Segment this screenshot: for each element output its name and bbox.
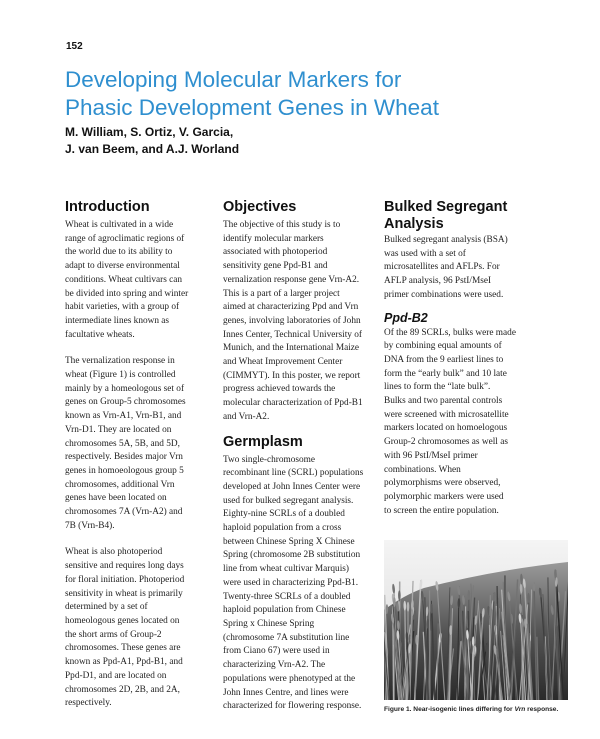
text-line: chromosomes, additional Vrn [65, 479, 175, 490]
text-line: from Ciano 67) were used in [223, 646, 330, 657]
text-line: polymorphisms were observed, [384, 478, 501, 489]
text-line: characterizing Vrn-A2. The [223, 660, 326, 671]
text-line: genes have been located on [65, 493, 167, 504]
text-line: known as Ppd-A1, Ppd-B1, and [65, 657, 183, 668]
text-line: Two single-chromosome [223, 454, 316, 465]
germplasm-paragraph [223, 454, 375, 714]
text-line: Vrn-D1. They are located on [65, 424, 172, 435]
text-line: wheat (Figure 1) is controlled [65, 370, 176, 381]
text-line: known as Vrn-A1, Vrn-B1, and [65, 411, 182, 422]
text-line: Bulked segregant analysis (BSA) [384, 235, 508, 245]
text-line: and Wheat Improvement Center [223, 357, 343, 368]
text-line: primer combinations were used. [384, 289, 504, 300]
text-line: to screen the entire population. [384, 505, 499, 516]
text-line: genes on Group-5 chromosomes [65, 397, 186, 408]
text-line: DNA from the 9 earliest lines to [384, 354, 504, 365]
bsa-heading-line-1: Bulked Segregant [384, 199, 508, 215]
text-line: intermediate lines known as [65, 315, 170, 326]
text-line: The objective of this study is to [223, 220, 341, 230]
text-line: by combining equal amounts of [384, 341, 502, 352]
author-list [65, 124, 465, 158]
text-line: with 96 PstI/MseI primer [384, 450, 478, 461]
text-line: used for bulked segregant analysis. [223, 495, 354, 506]
text-line: AFLP analysis, 96 PstI/MseI [384, 276, 492, 287]
authors-line-1: M. William, S. Ortiz, V. Garcia, [65, 125, 234, 139]
authors-line-2: J. van Beem, and A.J. Worland [65, 142, 240, 156]
introduction-heading: Introduction [65, 199, 150, 215]
text-line: for floral initiation. Photoperiod [65, 574, 185, 585]
text-line: be divided into spring and winter [65, 288, 189, 299]
wheat-field-photo [384, 540, 568, 700]
text-line: Of the 89 SCRLs, bulks were made [384, 327, 516, 338]
text-line: sensitivity in wheat is primarily [65, 588, 183, 599]
text-line: Wheat is also photoperiod [65, 547, 163, 558]
bsa-paragraph [384, 234, 536, 303]
text-line: respectively. [65, 698, 112, 709]
text-line: chromosomes 7A (Vrn-A2) and [65, 507, 183, 518]
text-line: molecular characterization of Ppd-B1 [223, 398, 363, 409]
text-line: Wheat is cultivated in a wide [65, 220, 174, 230]
text-line: were used in characterizing Ppd-B1. [223, 577, 359, 588]
text-line: (chromosome 7A substitution line [223, 632, 350, 643]
text-line: aimed at characterizing Ppd and Vrn [223, 302, 359, 313]
page-number: 152 [66, 41, 83, 52]
text-line: (CIMMYT). In this poster, we report [223, 370, 361, 381]
text-line: characterized for flowering response. [223, 701, 362, 712]
text-line: developed at John Innes Center were [223, 481, 361, 492]
intro-paragraph-2 [65, 355, 215, 533]
bsa-heading [384, 199, 536, 233]
text-line: combinations. When [384, 464, 461, 475]
text-line: the short arms of Group-2 [65, 629, 162, 640]
text-line: were screened with microsatellite [384, 409, 509, 420]
text-line: form the “early bulk” and 10 late [384, 368, 507, 379]
title-line-2: Phasic Development Genes in Wheat [65, 95, 439, 120]
text-line: populations were phenotyped at the [223, 673, 356, 684]
wheat-field-image [384, 540, 568, 700]
text-line: homeologous genes located on [65, 615, 180, 626]
text-line: range of agroclimatic regions of [65, 233, 185, 244]
text-line: conditions. Wheat cultivars can [65, 274, 183, 285]
objectives-paragraph [223, 219, 375, 425]
text-line: determined by a set of [65, 602, 148, 613]
text-line: Innes Center, Technical University of [223, 329, 362, 340]
text-line: mainly by a homeologous set of [65, 383, 185, 394]
objectives-heading: Objectives [223, 199, 297, 215]
text-line: Munich, and the International Maize [223, 343, 360, 354]
text-line: vernalization response gene Vrn-A2. [223, 274, 360, 285]
text-line: chromosomes 5A, 5B, and 5D, [65, 438, 180, 449]
text-line: Bulks and two parental controls [384, 396, 503, 407]
intro-paragraph-3 [65, 546, 215, 710]
text-line: respectively. Besides major Vrn [65, 452, 183, 463]
ppd-b2-paragraph [384, 327, 536, 519]
germplasm-heading: Germplasm [223, 433, 303, 450]
text-line: identify molecular markers [223, 233, 324, 244]
text-line: haploid population from Chinese [223, 605, 346, 616]
text-line: lines to form the “late bulk”. [384, 382, 491, 393]
text-line: microsatellites and AFLPs. For [384, 262, 500, 273]
bsa-heading-line-2: Analysis [384, 216, 444, 232]
text-line: 7B (Vrn-B4). [65, 520, 115, 531]
text-line: between Chinese Spring X Chinese [223, 536, 355, 547]
text-line: sensitivity gene Ppd-B1 and [223, 261, 328, 272]
column-right [384, 199, 536, 518]
text-line: The vernalization response in [65, 356, 175, 367]
intro-paragraph-1 [65, 219, 215, 342]
text-line: polymorphic markers were used [384, 491, 504, 502]
text-line: John Innes Centre, and lines were [223, 687, 349, 698]
title-line-1: Developing Molecular Markers for [65, 67, 402, 92]
text-line: the world due to its ability to [65, 247, 173, 258]
text-line: was used with a set of [384, 248, 466, 259]
text-line: Ppd-D1, and are located on [65, 670, 167, 681]
column-left [65, 199, 215, 711]
text-line: haploid population from a cross [223, 523, 342, 534]
text-line: chromosomes. These genes are [65, 643, 181, 654]
text-line: This is a part of a larger project [223, 288, 340, 299]
text-line: Twenty-three SCRLs of a doubled [223, 591, 351, 602]
text-line: adapt to diverse environmental [65, 261, 180, 272]
text-line: and Vrn-A2. [223, 411, 270, 422]
column-middle [223, 199, 375, 714]
text-line: genes in homoeologous group 5 [65, 465, 184, 476]
text-line: habit varieties, with a group of [65, 302, 180, 313]
text-line: Eighty-nine SCRLs of a doubled [223, 509, 345, 520]
paper-title [65, 66, 545, 122]
text-line: recombinant line (SCRL) populations [223, 468, 364, 479]
text-line: chromosomes 2D, 2B, and 2A, [65, 684, 180, 695]
ppd-b2-heading: Ppd-B2 [384, 310, 428, 325]
text-line: progress achieved towards the [223, 384, 336, 395]
text-line: Spring x Chinese Spring [223, 618, 315, 629]
text-line: Spring (chromosome 2B substitution [223, 550, 361, 561]
figure-caption: Figure 1. Near-isogenic lines differing for Vrn response. [384, 706, 559, 713]
text-line: line from wheat cultivar Marquis) [223, 564, 349, 575]
text-line: sensitive and requires long days [65, 561, 184, 572]
text-line: facultative wheats. [65, 329, 135, 340]
text-line: Group-2 chromosomes as well as [384, 437, 508, 448]
text-line: associated with photoperiod [223, 247, 328, 258]
text-line: markers located on homoelogous [384, 423, 508, 434]
text-line: genes, involving laboratories of John [223, 315, 361, 326]
